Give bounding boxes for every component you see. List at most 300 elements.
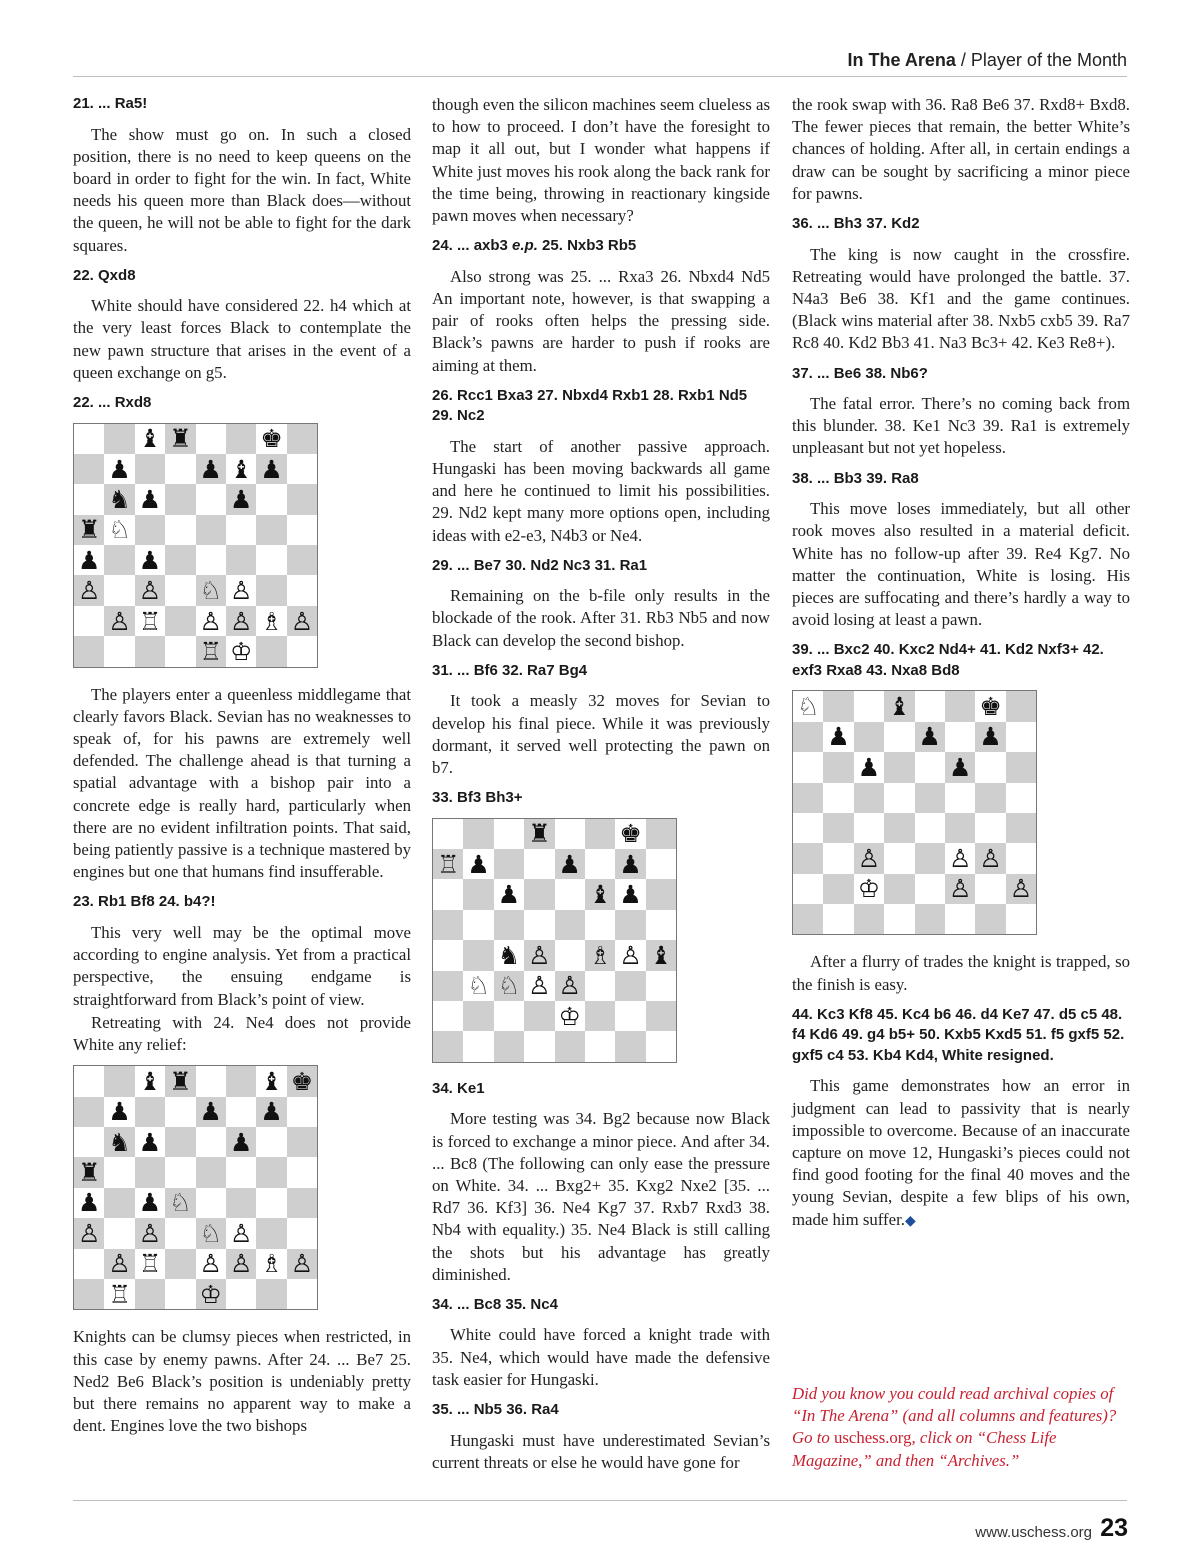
header-subsection: Player of the Month [970, 50, 1127, 70]
board-square: ♘ [196, 1218, 226, 1248]
board-square [196, 515, 226, 545]
board-square [524, 910, 554, 940]
board-square [975, 904, 1005, 934]
move-heading: 34. ... Bc8 35. Nc4 [432, 1295, 558, 1313]
move-heading: 33. Bf3 Bh3+ [432, 789, 523, 807]
paragraph-text: This game demonstrates how an error in judgment can lead to passivity that is nearly impossible to overcome. Because of an inaccurate capture on move 12, Hungaski’s pieces could not find good footing for the final 40 moves and the young Sevian, despite a few blips of his own, made him suffer. [792, 1076, 1130, 1229]
board-square [1006, 843, 1036, 873]
move-heading: 39. ... Bxc2 40. Kxc2 Nd4+ 41. Kd2 Nxf3+ 42. exf3 Rxa8 43. Nxa8 Bd8 [792, 641, 1104, 679]
board-square: ♔ [226, 636, 256, 666]
board-square [104, 636, 134, 666]
board-square: ♟ [74, 545, 104, 575]
board-square: ♟ [74, 1188, 104, 1218]
board-square: ♝ [646, 940, 676, 970]
board-square [74, 1279, 104, 1309]
running-header [848, 50, 1127, 71]
board-square [793, 874, 823, 904]
move-heading: 36. ... Bh3 37. Kd2 [792, 215, 920, 233]
board-square [287, 545, 317, 575]
board-square [135, 1157, 165, 1187]
board-square [793, 783, 823, 813]
board-square [104, 1157, 134, 1187]
move-heading: 22. Qxd8 [73, 266, 136, 284]
board-square [884, 783, 914, 813]
paragraph: the rook swap with 36. Ra8 Be6 37. Rxd8+ Bxd8. The fewer pieces that remain, the better White’s chances of holding. After all, in certain endings a draw can be sought by sacrificing a minor piece for pawns. [792, 95, 1130, 203]
board-square [945, 691, 975, 721]
board-square [463, 879, 493, 909]
board-square [226, 424, 256, 454]
board-square [226, 1157, 256, 1187]
board-square [287, 1127, 317, 1157]
board-square [165, 1157, 195, 1187]
paragraph: This very well may be the optimal move according to engine analysis. Yet from a practical perspective, the ensuing endgame is straightforward from Black’s point of view. [73, 922, 411, 1009]
move-heading: 23. Rb1 Bf8 24. b4?! [73, 893, 216, 911]
board-square [945, 813, 975, 843]
board-square [256, 575, 286, 605]
paragraph: Retreating with 24. Ne4 does not provide White any relief: [73, 1012, 411, 1054]
board-square: ♟ [975, 722, 1005, 752]
board-square [104, 575, 134, 605]
board-square: ♗ [256, 1249, 286, 1279]
board-square [1006, 783, 1036, 813]
board-square [975, 813, 1005, 843]
board-square: ♟ [615, 849, 645, 879]
board-square [646, 1001, 676, 1031]
board-square [524, 1031, 554, 1061]
board-square [884, 813, 914, 843]
paragraph: Also strong was 25. ... Rxa3 26. Nbxd4 Nd5 An important note, however, is that swapping a pair of rooks often helps the pressing side. Black’s pawns are harder to push if rooks are aiming at them. [432, 266, 770, 375]
move-heading: 34. Ke1 [432, 1079, 485, 1097]
page-number: 23 [1100, 1514, 1128, 1542]
end-mark-icon: ◆ [904, 1213, 916, 1229]
board-square [585, 849, 615, 879]
board-square [74, 484, 104, 514]
board-square [524, 879, 554, 909]
board-square: ♚ [287, 1066, 317, 1096]
paragraph: More testing was 34. Bg2 because now Black is forced to exchange a minor piece. And after 34. ... Bc8 (The following can only ease the pressure on White. 34. ... Bxg2+ 35. Kxg2 Nxe2 [35. ... Rd7 36. Kf3] 36. Ne4 Kg7 37. Rxb7 Rxd3 38. Nb4 with equality.) 35. Ne4 Black is still calling the shots but his advantage has greatly diminished. [432, 1109, 770, 1284]
board-square [256, 1157, 286, 1187]
board-square: ♔ [555, 1001, 585, 1031]
board-square [226, 515, 256, 545]
board-square [433, 940, 463, 970]
board-square [74, 1249, 104, 1279]
board-square [196, 1066, 226, 1096]
board-square: ♙ [74, 1218, 104, 1248]
board-square [615, 1031, 645, 1061]
board-square [135, 1279, 165, 1309]
board-square: ♟ [854, 752, 884, 782]
board-square: ♙ [104, 1249, 134, 1279]
board-square [646, 819, 676, 849]
board-square: ♙ [287, 1249, 317, 1279]
board-square: ♖ [135, 1249, 165, 1279]
board-square [226, 545, 256, 575]
board-square [226, 1066, 256, 1096]
board-square [165, 1279, 195, 1309]
board-square [884, 904, 914, 934]
board-square: ♘ [494, 971, 524, 1001]
tip-link[interactable]: uschess.org [833, 1428, 912, 1448]
board-square [555, 940, 585, 970]
board-square [165, 454, 195, 484]
board-square [287, 484, 317, 514]
board-square [646, 910, 676, 940]
board-square [884, 843, 914, 873]
board-square: ♙ [287, 606, 317, 636]
board-square [854, 691, 884, 721]
board-square [823, 783, 853, 813]
board-square [433, 1031, 463, 1061]
board-square: ♙ [945, 874, 975, 904]
tip-text: Did you know you could read archival copies of “In The Arena” (and all columns and features)? Go to [792, 1384, 1117, 1448]
board-square [433, 879, 463, 909]
board-square: ♜ [74, 515, 104, 545]
board-square: ♟ [256, 454, 286, 484]
board-square: ♘ [463, 971, 493, 1001]
board-square [1006, 752, 1036, 782]
header-section: In The Arena [847, 50, 956, 70]
board-square: ♔ [854, 874, 884, 904]
paragraph: White could have forced a knight trade with 35. Ne4, which would have made the defensive task easier for Hungaski. [432, 1325, 770, 1389]
board-square [646, 879, 676, 909]
paragraph: Remaining on the b-file only results in the blockade of the rook. After 31. Rb3 Nb5 and now Black can develop the second bishop. [432, 586, 770, 650]
board-square [433, 1001, 463, 1031]
board-square [884, 722, 914, 752]
board-square: ♙ [615, 940, 645, 970]
board-square [975, 874, 1005, 904]
board-square: ♟ [823, 722, 853, 752]
board-square [226, 1279, 256, 1309]
chess-diagram [432, 818, 677, 1063]
board-square: ♔ [196, 1279, 226, 1309]
board-square [854, 813, 884, 843]
board-square [256, 1127, 286, 1157]
board-square [1006, 904, 1036, 934]
top-rule [73, 76, 1127, 77]
board-square: ♟ [135, 484, 165, 514]
board-square: ♙ [135, 1218, 165, 1248]
board-square: ♟ [555, 849, 585, 879]
board-square [975, 752, 1005, 782]
board-square [494, 1031, 524, 1061]
board-square [287, 515, 317, 545]
board-square [135, 1097, 165, 1127]
board-square [287, 424, 317, 454]
paragraph: The show must go on. In such a closed position, there is no need to keep queens on the board in order to fight for the win. In fact, White needs his queen more than Black does—without the queen, he will not be able to fight for the dark squares. [73, 124, 411, 255]
paragraph: This move loses immediately, but all other rook moves also resulted in a material deficit. White has no follow-up after 39. Re4 Kg7. No matter the continuation, White is losing. His pieces are suffocating and there’s hardly a way to avoid losing at least a pawn. [792, 499, 1130, 630]
board-square [1006, 722, 1036, 752]
column-3 [792, 94, 1130, 1242]
board-square [104, 1188, 134, 1218]
board-square [196, 1157, 226, 1187]
board-square [165, 1097, 195, 1127]
board-square [1006, 813, 1036, 843]
board-square [793, 752, 823, 782]
board-square [74, 454, 104, 484]
board-square [196, 1188, 226, 1218]
board-square: ♞ [104, 484, 134, 514]
bottom-rule [73, 1500, 1127, 1501]
board-square [135, 636, 165, 666]
board-square: ♟ [494, 879, 524, 909]
board-square [793, 904, 823, 934]
board-square: ♚ [256, 424, 286, 454]
board-square: ♙ [945, 843, 975, 873]
chess-diagram [792, 690, 1037, 935]
board-square: ♖ [104, 1279, 134, 1309]
board-square: ♜ [165, 424, 195, 454]
board-square [585, 1001, 615, 1031]
board-square [823, 752, 853, 782]
board-square [854, 722, 884, 752]
board-square: ♟ [196, 1097, 226, 1127]
board-square [287, 1097, 317, 1127]
board-square: ♟ [615, 879, 645, 909]
board-square [196, 545, 226, 575]
board-square: ♟ [256, 1097, 286, 1127]
paragraph: The king is now caught in the crossfire. Retreating would have prolonged the battle. 37. N4a3 Be6 38. Kf1 and the game continues. (Black wins material after 38. Nxb5 cxb5 39. Ra7 Rc8 40. Kd2 Bb3 41. Na3 Bc3+ 42. Ke3 Re8+). [792, 244, 1130, 353]
board-square [226, 1097, 256, 1127]
move-heading: 31. ... Bf6 32. Ra7 Bg4 [432, 661, 588, 679]
move-text: 25. Nxb3 Rb5 [537, 237, 637, 255]
board-square [915, 904, 945, 934]
board-square [463, 1031, 493, 1061]
board-square: ♘ [196, 575, 226, 605]
move-heading: 38. ... Bb3 39. Ra8 [792, 469, 919, 487]
board-square: ♚ [615, 819, 645, 849]
paragraph: The players enter a queenless middlegame that clearly favors Black. Sevian has no weaknesses to speak of, for his pawns are extremely well defended. The challenge ahead is that turning a spatial advantage with a bishop pair into a concrete edge is really hard, particularly when there are no evident infiltration points. That said, being patiently passive is a technique mastered by engines but one that humans find insufferable. [73, 684, 411, 882]
footer-url[interactable]: www.uschess.org [975, 1524, 1092, 1541]
board-square [165, 545, 195, 575]
board-square: ♗ [256, 606, 286, 636]
board-square: ♝ [135, 424, 165, 454]
board-square [585, 971, 615, 1001]
board-square [287, 575, 317, 605]
board-square [104, 1218, 134, 1248]
board-square: ♟ [104, 1097, 134, 1127]
chess-diagram [73, 423, 318, 668]
move-heading: 35. ... Nb5 36. Ra4 [432, 1401, 559, 1419]
board-square [256, 1218, 286, 1248]
board-square: ♘ [793, 691, 823, 721]
board-square [524, 849, 554, 879]
board-square [555, 910, 585, 940]
move-heading: 21. ... Ra5! [73, 95, 148, 112]
move-text: 24. ... axb3 [432, 237, 513, 255]
board-square [135, 515, 165, 545]
board-square [433, 971, 463, 1001]
board-square [793, 813, 823, 843]
board-square: ♙ [135, 575, 165, 605]
board-square [915, 783, 945, 813]
board-square [463, 940, 493, 970]
board-square [823, 843, 853, 873]
board-square [555, 879, 585, 909]
board-square [945, 904, 975, 934]
board-square [585, 819, 615, 849]
board-square [74, 1097, 104, 1127]
board-square [646, 849, 676, 879]
board-square: ♞ [104, 1127, 134, 1157]
board-square: ♜ [74, 1157, 104, 1187]
board-square [854, 904, 884, 934]
board-square: ♟ [226, 1127, 256, 1157]
board-square: ♙ [226, 575, 256, 605]
board-square [463, 819, 493, 849]
board-square: ♟ [945, 752, 975, 782]
board-square [823, 874, 853, 904]
board-square [494, 849, 524, 879]
board-square [74, 1066, 104, 1096]
board-square: ♙ [975, 843, 1005, 873]
board-square [287, 1279, 317, 1309]
move-heading: 26. Rcc1 Bxa3 27. Nbxd4 Rxb1 28. Rxb1 Nd5 29. Nc2 [432, 386, 748, 425]
board-square [104, 424, 134, 454]
board-square [463, 910, 493, 940]
board-square [915, 691, 945, 721]
board-square [915, 843, 945, 873]
board-square: ♝ [585, 879, 615, 909]
move-heading: 22. ... Rxd8 [73, 394, 152, 412]
board-square [226, 1188, 256, 1218]
board-square: ♟ [196, 454, 226, 484]
board-square [433, 910, 463, 940]
paragraph: Hungaski must have underestimated Sevian’s current threats or else he would have gone for [432, 1430, 770, 1472]
board-square [74, 636, 104, 666]
board-square: ♝ [226, 454, 256, 484]
board-square [915, 752, 945, 782]
board-square [463, 1001, 493, 1031]
board-square [646, 971, 676, 1001]
board-square [256, 1188, 286, 1218]
paragraph: White should have considered 22. h4 which at the very least forces Black to contemplate the new pawn structure that arises in the event of a queen exchange on g5. [73, 296, 411, 382]
board-square: ♘ [165, 1188, 195, 1218]
board-square: ♙ [104, 606, 134, 636]
board-square [74, 1127, 104, 1157]
board-square: ♝ [256, 1066, 286, 1096]
board-square [165, 575, 195, 605]
board-square [494, 910, 524, 940]
board-square [945, 722, 975, 752]
paragraph: though even the silicon machines seem clueless as to how to proceed. I don’t have the foresight to map it all out, but I wonder what happens if White just moves his rook along the back rank for the time being, throwing in reactionary kingside pawn moves when necessary? [432, 95, 770, 226]
board-square [915, 874, 945, 904]
chess-diagram [73, 1065, 318, 1310]
board-square: ♗ [585, 940, 615, 970]
paragraph: The start of another passive approach. Hungaski has been moving backwards all game and here he continued to limit his possibilities. 29. Nd2 kept many more options open, including ideas with e2-e3, N4b3 or Ne4. [432, 436, 770, 545]
board-square [884, 752, 914, 782]
board-square [555, 819, 585, 849]
archive-tip [792, 1383, 1130, 1472]
move-heading: 29. ... Be7 30. Nd2 Nc3 31. Ra1 [432, 556, 648, 574]
board-square [165, 636, 195, 666]
board-square [104, 1066, 134, 1096]
board-square [615, 1001, 645, 1031]
board-square [165, 515, 195, 545]
board-square [165, 606, 195, 636]
board-square [196, 1127, 226, 1157]
board-square [256, 1279, 286, 1309]
board-square: ♟ [915, 722, 945, 752]
board-square [287, 454, 317, 484]
board-square: ♙ [226, 1249, 256, 1279]
board-square: ♙ [854, 843, 884, 873]
board-square: ♙ [226, 606, 256, 636]
board-square [433, 819, 463, 849]
board-square: ♟ [135, 545, 165, 575]
board-square [256, 636, 286, 666]
board-square [524, 1001, 554, 1031]
paragraph: After a flurry of trades the knight is trapped, so the finish is easy. [792, 952, 1130, 994]
board-square: ♖ [433, 849, 463, 879]
board-square [823, 904, 853, 934]
board-square: ♚ [975, 691, 1005, 721]
board-square [793, 843, 823, 873]
board-square [165, 1218, 195, 1248]
board-square [585, 910, 615, 940]
board-square [793, 722, 823, 752]
board-square [1006, 691, 1036, 721]
paragraph: The fatal error. There’s no coming back from this blunder. 38. Ke1 Nc3 39. Ra1 is extremely unpleasant but not yet hopeless. [792, 394, 1130, 458]
column-1 [73, 94, 411, 1446]
board-square [256, 515, 286, 545]
board-square [494, 1001, 524, 1031]
board-square [615, 971, 645, 1001]
board-square [945, 783, 975, 813]
board-square [74, 606, 104, 636]
board-square [165, 1249, 195, 1279]
board-square: ♜ [524, 819, 554, 849]
board-square [646, 1031, 676, 1061]
move-text-italic: e.p. [512, 237, 538, 255]
board-square: ♙ [555, 971, 585, 1001]
board-square [975, 783, 1005, 813]
board-square: ♙ [74, 575, 104, 605]
column-2 [432, 94, 770, 1483]
board-square [104, 545, 134, 575]
board-square: ♙ [524, 940, 554, 970]
board-square [135, 454, 165, 484]
tip-text: , click on “Chess Life Magazine,” and then “Archives.” [792, 1428, 1057, 1470]
paragraph [792, 1075, 1130, 1232]
board-square: ♖ [196, 636, 226, 666]
board-square [196, 484, 226, 514]
board-square: ♙ [524, 971, 554, 1001]
board-square [823, 813, 853, 843]
board-square: ♙ [1006, 874, 1036, 904]
board-square [287, 1218, 317, 1248]
board-square: ♞ [494, 940, 524, 970]
board-square [287, 1157, 317, 1187]
board-square [555, 1031, 585, 1061]
move-heading: 37. ... Be6 38. Nb6? [792, 364, 928, 382]
board-square [287, 636, 317, 666]
move-heading: 44. Kc3 Kf8 45. Kc4 b6 46. d4 Ke7 47. d5 c5 48. f4 Kd6 49. g4 b5+ 50. Kxb5 Kxd5 51. f5 gxf5 52. gxf5 c4 53. Kb4 Kd4, White resigned. [792, 1005, 1125, 1064]
board-square: ♘ [104, 515, 134, 545]
board-square [165, 484, 195, 514]
board-square: ♜ [165, 1066, 195, 1096]
board-square: ♝ [884, 691, 914, 721]
board-square [256, 484, 286, 514]
board-square: ♟ [104, 454, 134, 484]
board-square: ♝ [135, 1066, 165, 1096]
board-square: ♟ [135, 1188, 165, 1218]
board-square [74, 424, 104, 454]
header-separator: / [955, 50, 971, 70]
board-square: ♟ [463, 849, 493, 879]
board-square [256, 545, 286, 575]
board-square [915, 813, 945, 843]
board-square [823, 691, 853, 721]
